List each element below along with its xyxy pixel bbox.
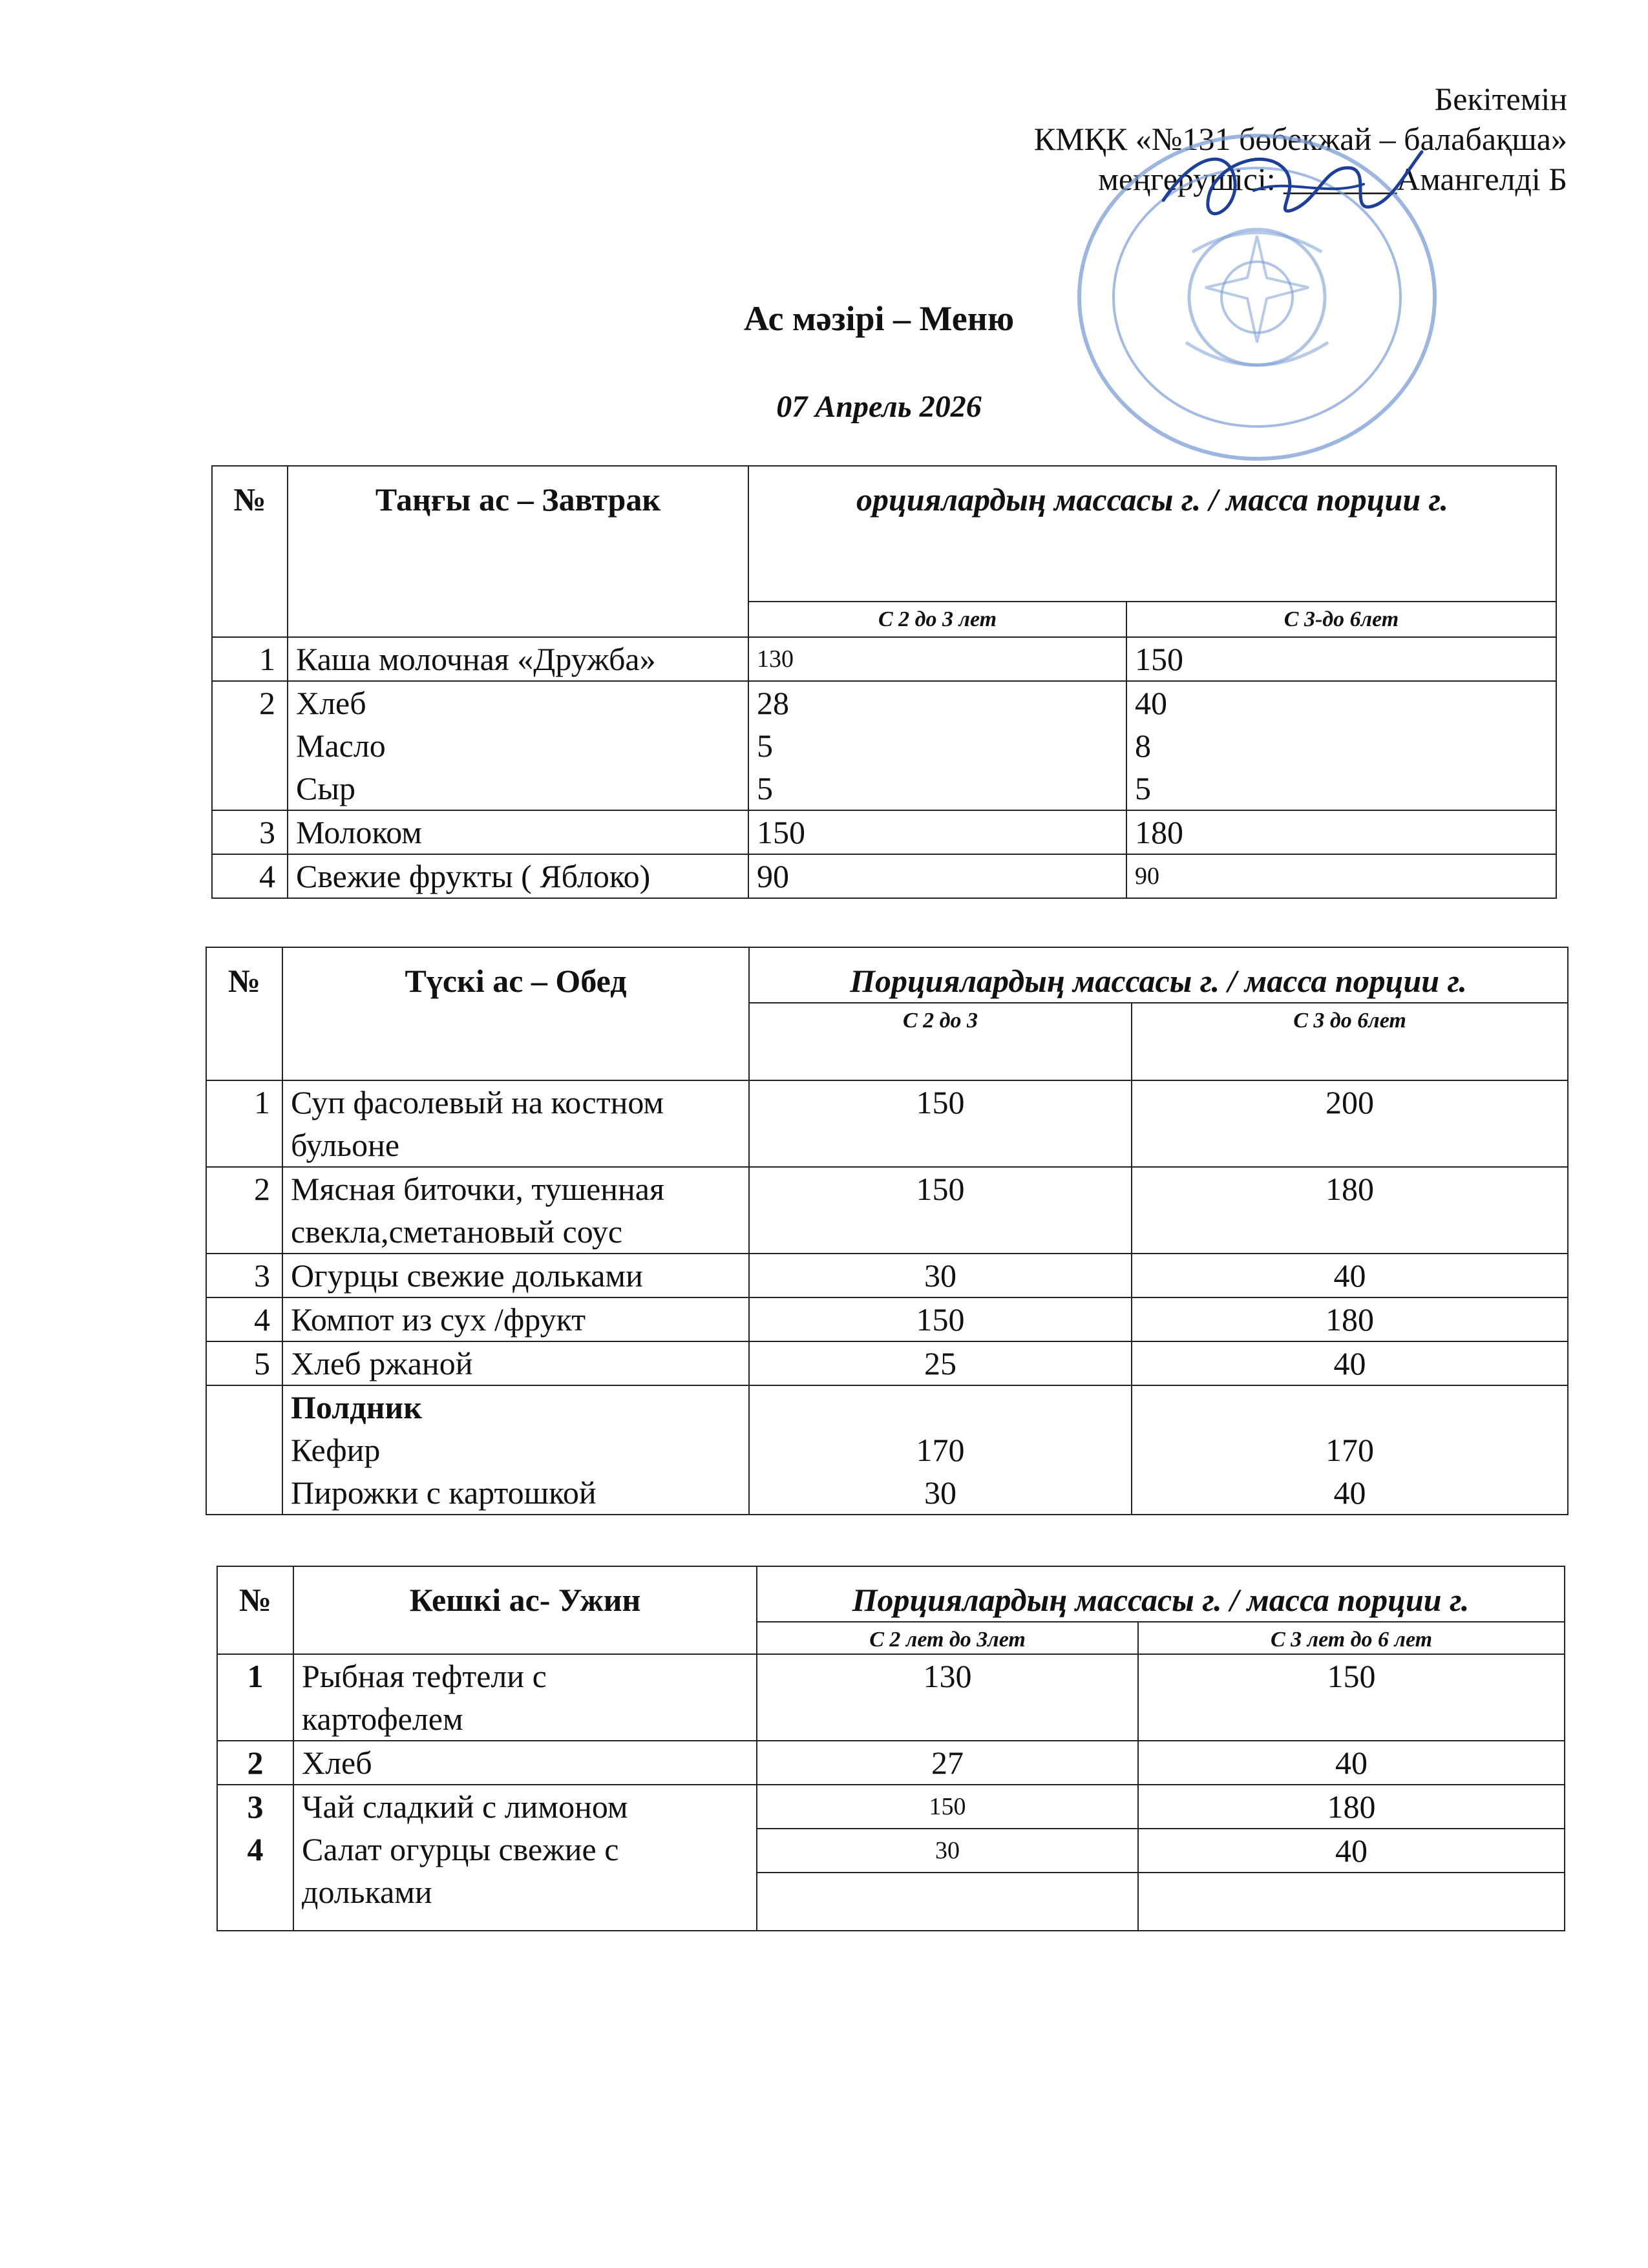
row-number: 3 <box>212 810 288 854</box>
dish-line: картофелем <box>302 1701 463 1737</box>
portion-line: 28 <box>757 685 789 721</box>
portion-value-age2: 90 <box>1126 854 1556 898</box>
dish-name: Молоком <box>288 810 748 854</box>
row-number: 1 <box>206 1080 282 1167</box>
portion-value-age1: 150 <box>757 1785 1138 1829</box>
breakfast-meal-header: Таңғы ас – Завтрак <box>288 466 748 637</box>
table-row <box>217 1654 1565 1741</box>
portion-line: 5 <box>1135 770 1151 806</box>
row-number-line: 3 <box>247 1789 264 1825</box>
portion-line: 170 <box>916 1432 965 1468</box>
portion-line: 5 <box>757 770 773 806</box>
dinner-meal-header: Кешкі ас- Ужин <box>293 1566 757 1654</box>
portion-value-age1: 150 <box>749 1167 1132 1254</box>
dinner-table <box>217 1566 1565 1931</box>
portion-value-age2: 180 <box>1132 1167 1568 1254</box>
portion-value-age1: 30 <box>757 1829 1138 1873</box>
portion-line: 30 <box>924 1475 956 1511</box>
row-number: 4 <box>212 854 288 898</box>
portion-value-age1: 150 <box>749 1080 1132 1167</box>
dish-name <box>293 1785 757 1931</box>
portion-value-age2 <box>1126 681 1556 810</box>
portion-value-age2: 150 <box>1126 637 1556 681</box>
dish-line: Суп фасолевый на костном <box>291 1084 664 1120</box>
row-number: 1 <box>212 637 288 681</box>
approval-line-3: меңгерушісі: _______Амангелді Б <box>1098 161 1567 197</box>
portion-mass-header: Порциялардың массасы г. / масса порции г. <box>749 947 1568 1003</box>
portion-value-age1: 150 <box>748 810 1126 854</box>
age-group-1: С 2 лет до 3лет <box>757 1622 1138 1654</box>
table-row <box>212 854 1556 898</box>
portion-value-age1: 27 <box>757 1741 1138 1785</box>
table-row <box>206 1341 1568 1385</box>
row-number: 2 <box>212 681 288 810</box>
dish-line: Чай сладкий с лимоном <box>302 1789 628 1825</box>
row-number: 2 <box>206 1167 282 1254</box>
dish-line: бульоне <box>291 1127 400 1163</box>
dish-name: Огурцы свежие дольками <box>282 1254 749 1297</box>
portion-line: 8 <box>1135 728 1151 764</box>
portion-value-age2: 180 <box>1138 1785 1565 1829</box>
age-group-1: С 2 до 3 <box>749 1003 1132 1080</box>
dish-name: Хлеб <box>293 1741 757 1785</box>
portion-value-age1: 90 <box>748 854 1126 898</box>
portion-line: 170 <box>1326 1432 1374 1468</box>
table-row <box>206 1297 1568 1341</box>
portion-value-age2: 40 <box>1132 1254 1568 1297</box>
age-group-1: С 2 до 3 лет <box>748 602 1126 637</box>
dish-line: дольками <box>302 1874 432 1910</box>
dish-name <box>293 1654 757 1741</box>
portion-value-age2: 180 <box>1132 1297 1568 1341</box>
portion-value-age1: 130 <box>757 1654 1138 1741</box>
dish-line: Масло <box>296 728 386 764</box>
portion-value-age1 <box>749 1385 1132 1515</box>
portion-value-age1 <box>748 681 1126 810</box>
age-group-2: С 3 лет до 6 лет <box>1138 1622 1565 1654</box>
row-number: 4 <box>206 1297 282 1341</box>
portion-line: 5 <box>757 728 773 764</box>
table-row <box>217 1741 1565 1785</box>
age-group-2: С 3 до 6лет <box>1132 1003 1568 1080</box>
portion-value-age1: 25 <box>749 1341 1132 1385</box>
row-number: 2 <box>217 1741 293 1785</box>
table-row <box>212 637 1556 681</box>
portion-value-age2: 200 <box>1132 1080 1568 1167</box>
snack-dishes <box>282 1385 749 1515</box>
empty-cell <box>757 1873 1138 1931</box>
row-number: 1 <box>217 1654 293 1741</box>
portion-mass-header: Порциялардың массасы г. / масса порции г. <box>757 1566 1565 1622</box>
approval-line-2: КМҚК «№131 бөбекжай – балабақша» <box>1033 121 1567 157</box>
table-row <box>206 1080 1568 1167</box>
menu-date: 07 Апрель 2026 <box>776 390 982 424</box>
approval-line-1: Бекітемін <box>1434 81 1567 117</box>
dish-name <box>282 1080 749 1167</box>
portion-value-age2: 150 <box>1138 1654 1565 1741</box>
row-number: 3 <box>206 1254 282 1297</box>
dish-line: Сыр <box>296 770 355 806</box>
lunch-meal-header: Түскі ас – Обед <box>282 947 749 1080</box>
breakfast-table <box>211 465 1557 899</box>
row-number: 5 <box>206 1341 282 1385</box>
lunch-table <box>206 947 1569 1515</box>
row-number-line: 4 <box>247 1831 264 1867</box>
row-number <box>206 1385 282 1515</box>
page-title: Ас мәзірі – Меню <box>743 299 1015 338</box>
dish-line: Кефир <box>291 1432 381 1468</box>
table-row <box>212 810 1556 854</box>
dish-line: свекла,сметановый соус <box>291 1213 623 1250</box>
portion-value-age2: 180 <box>1126 810 1556 854</box>
table-row <box>206 1254 1568 1297</box>
portion-value-age2: 40 <box>1138 1829 1565 1873</box>
table-row <box>206 1167 1568 1254</box>
dish-name: Каша молочная «Дружба» <box>288 637 748 681</box>
dish-line: Пирожки с картошкой <box>291 1475 597 1511</box>
table-row <box>212 681 1556 810</box>
portion-line: 40 <box>1135 685 1167 721</box>
lunch-header-row <box>206 947 1568 1003</box>
snack-row <box>206 1385 1568 1515</box>
col-number-header: № <box>217 1566 293 1654</box>
portion-value-age1: 130 <box>748 637 1126 681</box>
dish-line: Хлеб <box>296 685 366 721</box>
dish-name <box>282 1167 749 1254</box>
dish-line: Рыбная тефтели с <box>302 1658 547 1694</box>
age-group-2: С 3-до 6лет <box>1126 602 1556 637</box>
portion-value-age2: 40 <box>1132 1341 1568 1385</box>
dish-line: Салат огурцы свежие с <box>302 1831 619 1867</box>
portion-value-age1: 150 <box>749 1297 1132 1341</box>
portion-value-age1: 30 <box>749 1254 1132 1297</box>
breakfast-header-row <box>212 466 1556 602</box>
signature-icon <box>1157 139 1428 249</box>
col-number-header: № <box>206 947 282 1080</box>
dish-name <box>288 681 748 810</box>
dish-name: Компот из сух /фрукт <box>282 1297 749 1341</box>
table-row <box>217 1785 1565 1829</box>
dinner-header-row <box>217 1566 1565 1622</box>
portion-value-age2: 40 <box>1138 1741 1565 1785</box>
portion-line: 40 <box>1333 1475 1366 1511</box>
dish-name: Хлеб ржаной <box>282 1341 749 1385</box>
col-number-header: № <box>212 466 288 637</box>
row-number <box>217 1785 293 1931</box>
snack-title: Полдник <box>291 1389 423 1425</box>
empty-cell <box>1138 1873 1565 1931</box>
dish-name: Свежие фрукты ( Яблоко) <box>288 854 748 898</box>
dish-line: Мясная биточки, тушенная <box>291 1171 664 1207</box>
portion-value-age2 <box>1132 1385 1568 1515</box>
portion-mass-header: орциялардың массасы г. / масса порции г. <box>748 466 1556 602</box>
